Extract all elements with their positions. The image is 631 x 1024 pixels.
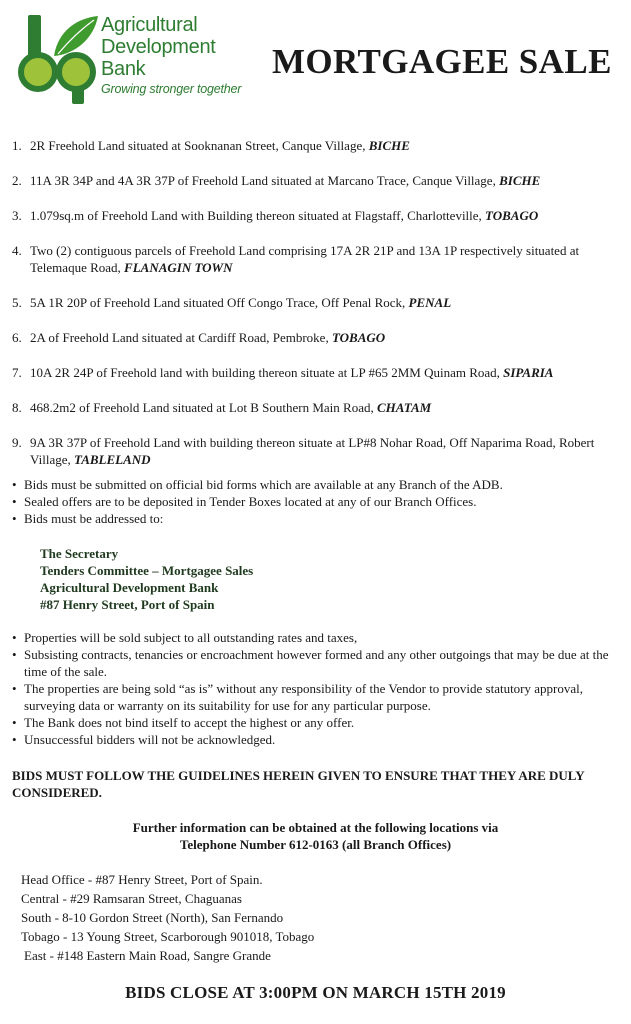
closing-notice: BIDS CLOSE AT 3:00PM ON MARCH 15TH 2019 [125,983,506,1002]
further-info-line: Further information can be obtained at the following locations via [132,820,499,835]
brand-tagline: Growing stronger together [101,82,242,96]
property-number: 8. [12,400,22,415]
property-description: 9A 3R 37P of Freehold Land with building thereon situate at LP#8 Nohar Road, Off Naparima Road, Robert Village, [30,435,595,467]
property-location: TOBAGO [485,208,539,223]
office-item: Head Office - #87 Henry Street, Port of Spain. [21,872,263,887]
header [0,0,631,115]
property-location: PENAL [408,295,452,310]
address-line: The Secretary [40,546,119,561]
address-line: #87 Henry Street, Port of Spain [40,597,215,612]
condition-item: • The properties are being sold “as is” without any responsibility of the Vendor to provide statutory approval, surveying data or warranty on its suitability for use for any particular purpose. [12,680,612,714]
office-item: East - #148 Eastern Main Road, Sangre Grande [24,948,271,963]
office-item: Tobago - 13 Young Street, Scarborough 901018, Tobago [21,929,315,944]
property-number: 6. [12,330,22,345]
office-item: Central - #29 Ramsaran Street, Chaguanas [21,891,242,906]
property-item [12,329,617,346]
adb-logo-icon [14,12,100,106]
property-location: TABLELAND [73,452,151,467]
condition-item: • Subsisting contracts, tenancies or encroachment however formed and any other outgoings that may be due at the time of the sale. [12,646,612,680]
brand-name [101,14,261,97]
property-description: 1.079sq.m of Freehold Land with Building thereon situated at Flagstaff, Charlotteville, [30,208,486,223]
property-description: 468.2m2 of Freehold Land situated at Lot B Southern Main Road, [30,400,377,415]
property-description: 2R Freehold Land situated at Sooknanan Street, Canque Village, [30,138,369,153]
bid-rules-list [12,476,612,527]
condition-item: • The Bank does not bind itself to accept the highest or any offer. [12,714,612,731]
property-item [12,242,617,276]
property-location: FLANAGIN TOWN [124,260,233,275]
property-number: 4. [12,243,22,258]
bids-notice: BIDS MUST FOLLOW THE GUIDELINES HEREIN GIVEN TO ENSURE THAT THEY ARE DULY CONSIDERED. [12,768,585,800]
property-description: 2A of Freehold Land situated at Cardiff Road, Pembroke, [30,330,332,345]
property-location: CHATAM [376,400,432,415]
property-location: TOBAGO [331,330,386,345]
property-description: 11A 3R 34P and 4A 3R 37P of Freehold Land situated at Marcano Trace, Canque Village, [30,173,500,188]
bid-rule: • Sealed offers are to be deposited in Tender Boxes located at any of our Branch Offices. [12,493,612,510]
property-item [12,294,617,311]
further-info [0,819,631,853]
property-number: 5. [12,295,22,310]
conditions-list [12,629,612,748]
property-number: 1. [12,138,22,153]
property-number: 9. [12,435,22,450]
property-item [12,399,617,416]
property-location: BICHE [499,173,541,188]
mailing-address [40,545,253,613]
property-item [12,434,617,468]
condition-item: • Unsuccessful bidders will not be acknowledged. [12,731,612,748]
brand-line-3: Bank [101,58,146,80]
address-line: Agricultural Development Bank [40,580,219,595]
property-number: 2. [12,173,22,188]
property-item [12,137,617,154]
property-description: 10A 2R 24P of Freehold land with building thereon situate at LP #65 2MM Quinam Road, [30,365,504,380]
property-location: BICHE [368,138,410,153]
condition-item: • Properties will be sold subject to all outstanding rates and taxes, [12,629,612,646]
telephone-line: Telephone Number 612-0163 (all Branch Offices) [179,837,452,852]
address-line: Tenders Committee – Mortgagee Sales [40,563,254,578]
property-location: SIPARIA [503,365,554,380]
property-item [12,172,617,189]
property-item [12,207,617,224]
property-number: 7. [12,365,22,380]
brand-line-2: Development [101,36,216,58]
brand-line-1: Agricultural [101,14,198,36]
bid-rule: • Bids must be addressed to: [12,510,612,527]
bid-rule: • Bids must be submitted on official bid forms which are available at any Branch of the ADB. [12,476,612,493]
property-item [12,364,617,381]
page-title: MORTGAGEE SALE [272,42,612,81]
office-item: South - 8-10 Gordon Street (North), San Fernando [21,910,284,925]
property-list [12,137,617,468]
property-description: 5A 1R 20P of Freehold Land situated Off Congo Trace, Off Penal Rock, [30,295,409,310]
property-description: Two (2) contiguous parcels of Freehold Land comprising 17A 2R 21P and 13A 1P respectively situated at Telemaque Road, [30,243,580,275]
property-number: 3. [12,208,22,223]
office-list [21,870,314,965]
